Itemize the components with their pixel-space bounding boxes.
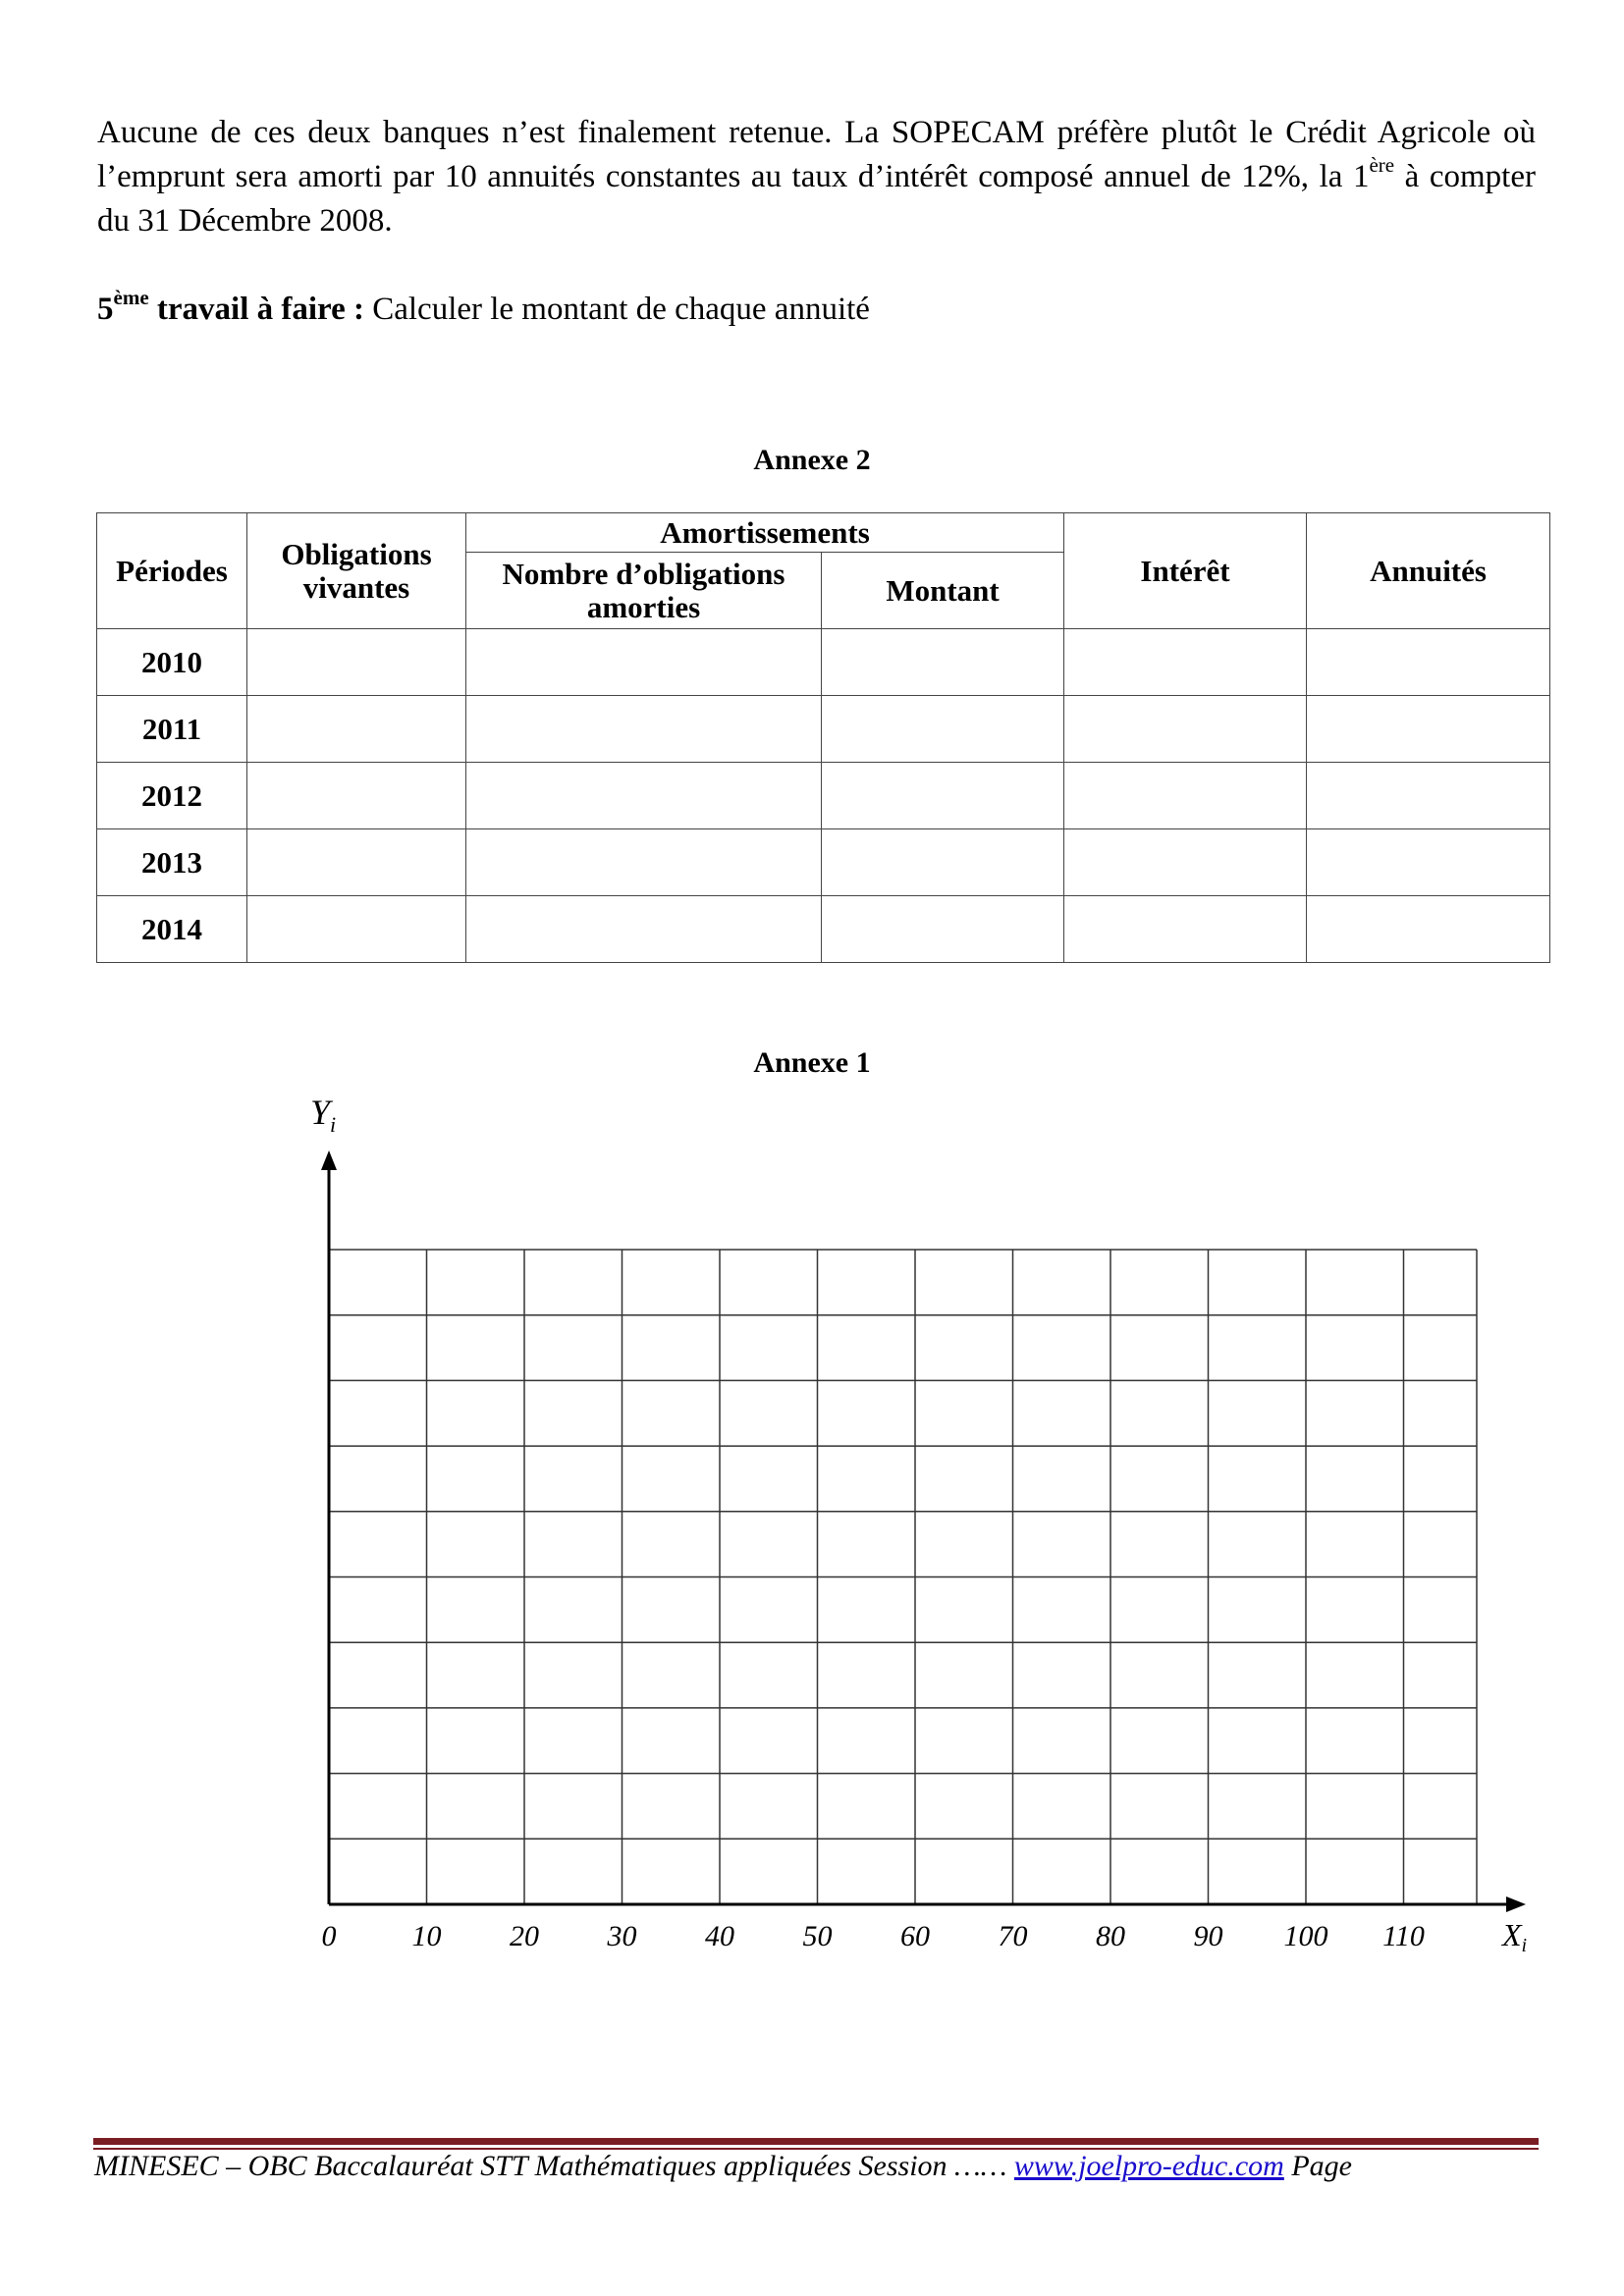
- period-cell: 2011: [97, 696, 247, 763]
- table-row: [97, 829, 1550, 896]
- table-row: [97, 696, 1550, 763]
- cell-obligations-vivantes: [247, 896, 466, 963]
- annexe1-title: Annexe 1: [753, 1046, 871, 1079]
- annexe2-title: Annexe 2: [753, 444, 871, 476]
- header-montant: Montant: [822, 553, 1064, 629]
- task-label: [97, 286, 364, 327]
- cell-obligations-vivantes: [247, 696, 466, 763]
- cell-obligations-vivantes: [247, 629, 466, 696]
- header-annuites: Annuités: [1307, 513, 1550, 629]
- cell-annuite: [1307, 696, 1550, 763]
- cell-nombre-amorties: [466, 896, 822, 963]
- x-tick-label: 50: [802, 1920, 833, 1952]
- y-axis-arrow: [321, 1150, 337, 1170]
- table-row: [97, 896, 1550, 963]
- task-sup: ème: [113, 286, 149, 309]
- x-tick-label: 70: [998, 1920, 1028, 1952]
- cell-montant: [822, 763, 1064, 829]
- period-cell: 2012: [97, 763, 247, 829]
- cell-interet: [1064, 696, 1307, 763]
- table-row: [97, 763, 1550, 829]
- cell-annuite: [1307, 629, 1550, 696]
- cell-nombre-amorties: [466, 696, 822, 763]
- x-tick-label: 30: [607, 1920, 637, 1952]
- x-tick-label: 60: [900, 1920, 930, 1952]
- cell-annuite: [1307, 763, 1550, 829]
- header-amortissements: Amortissements: [466, 513, 1064, 553]
- footer-rule: [93, 2138, 1539, 2145]
- cell-montant: [822, 629, 1064, 696]
- annexe2-table: [96, 512, 1550, 963]
- cell-interet: [1064, 896, 1307, 963]
- intro-text-end: à compter du 31 Décembre 2008.: [97, 159, 1536, 239]
- intro-text: Aucune de ces deux banques n’est finalement retenue. La SOPECAM préfère plutôt le Crédit Agricole où l’emprunt sera amorti par 10 annuités constantes au taux d’intérêt composé annuel de 12%, la 1: [97, 115, 1536, 194]
- x-tick-label: 20: [510, 1920, 539, 1952]
- task-text: Calculer le montant de chaque annuité: [363, 292, 870, 327]
- task-label-rest: travail à faire :: [148, 292, 364, 327]
- x-tick-label: 0: [321, 1920, 337, 1952]
- cell-montant: [822, 896, 1064, 963]
- header-periodes: Périodes: [97, 513, 247, 629]
- cell-interet: [1064, 629, 1307, 696]
- cell-annuite: [1307, 896, 1550, 963]
- cell-montant: [822, 829, 1064, 896]
- task-statement: [97, 288, 870, 332]
- x-tick-label: 40: [705, 1920, 734, 1952]
- intro-sup: ère: [1369, 153, 1395, 177]
- y-axis-label-sub: i: [330, 1112, 337, 1137]
- cell-obligations-vivantes: [247, 829, 466, 896]
- table-row: [97, 629, 1550, 696]
- footer-page: Page: [1291, 2150, 1352, 2182]
- x-tick-label: 100: [1283, 1920, 1328, 1952]
- cell-nombre-amorties: [466, 763, 822, 829]
- x-tick-label: 110: [1382, 1920, 1425, 1952]
- period-cell: 2010: [97, 629, 247, 696]
- cell-interet: [1064, 763, 1307, 829]
- cell-obligations-vivantes: [247, 763, 466, 829]
- x-axis-label: Xi: [1502, 1917, 1528, 1956]
- intro-paragraph: [97, 111, 1536, 243]
- x-tick-label: 90: [1193, 1920, 1223, 1952]
- cell-nombre-amorties: [466, 829, 822, 896]
- y-axis-label: $Y_i$: [310, 1093, 337, 1137]
- cell-nombre-amorties: [466, 629, 822, 696]
- x-tick-label: 10: [411, 1920, 442, 1952]
- x-axis-arrow: [1506, 1896, 1526, 1912]
- header-nombre-obligations: Nombre d’obligations amorties: [466, 553, 822, 629]
- period-cell: 2014: [97, 896, 247, 963]
- task-number: 5: [97, 292, 114, 327]
- x-tick-label: 80: [1096, 1920, 1125, 1952]
- x-axis-label-sub: i: [1521, 1935, 1528, 1956]
- header-interet: Intérêt: [1064, 513, 1307, 629]
- cell-montant: [822, 696, 1064, 763]
- footer: [94, 2150, 1352, 2183]
- header-obligations-vivantes: Obligations vivantes: [247, 513, 466, 629]
- cell-interet: [1064, 829, 1307, 896]
- period-cell: 2013: [97, 829, 247, 896]
- footer-text: MINESEC – OBC Baccalauréat STT Mathématiques appliquées Session ……: [94, 2150, 1014, 2182]
- footer-link[interactable]: www.joelpro-educ.com: [1013, 2150, 1284, 2182]
- cell-annuite: [1307, 829, 1550, 896]
